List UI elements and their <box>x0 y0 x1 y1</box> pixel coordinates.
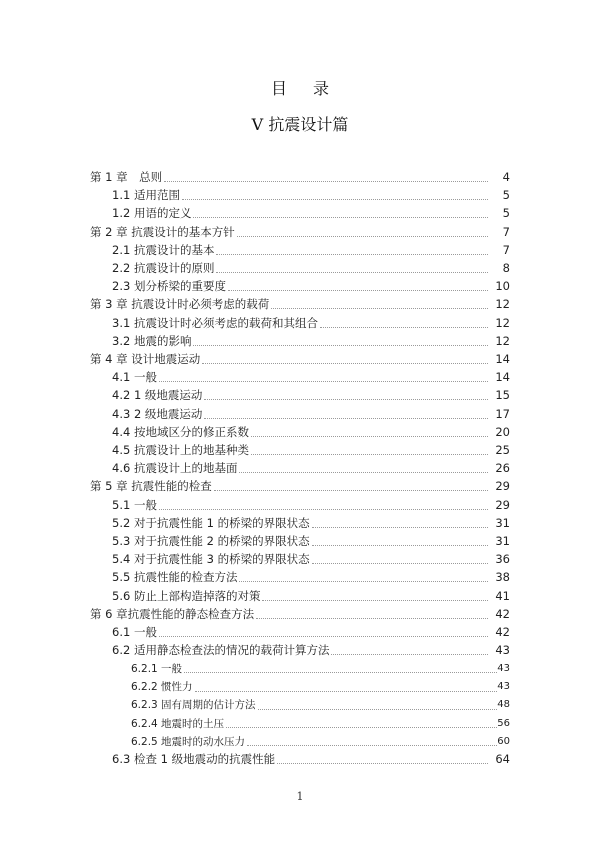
dot-leader <box>271 308 488 309</box>
dot-leader <box>312 527 488 528</box>
toc-entry-page: 64 <box>495 752 510 767</box>
toc-section-entry[interactable] <box>112 641 510 659</box>
toc-section-entry[interactable] <box>112 459 510 477</box>
page-number: 1 <box>296 790 304 803</box>
dot-leader <box>193 217 488 218</box>
dot-leader <box>228 290 488 291</box>
toc-entry-label: 6.2 适用静态检查法的情况的载荷计算方法 <box>112 643 330 658</box>
toc-section-entry[interactable] <box>112 441 510 459</box>
toc-entry-page: 43 <box>497 681 510 693</box>
toc-subsection-entry[interactable] <box>131 732 510 750</box>
toc-entry-page: 31 <box>495 515 510 530</box>
dot-leader <box>331 654 488 655</box>
dot-leader <box>159 381 488 382</box>
toc-section-entry[interactable] <box>112 241 510 259</box>
toc-section-entry[interactable] <box>112 532 510 550</box>
toc-entry-page: 56 <box>497 717 510 729</box>
toc-entry-page: 26 <box>495 461 510 476</box>
toc-entry-label: 4.3 2 级地震运动 <box>112 406 203 421</box>
toc-entry-page: 7 <box>502 224 510 239</box>
toc-entry-label: 4.2 1 级地震运动 <box>112 388 203 403</box>
dot-leader <box>195 691 498 692</box>
toc-entry-label: 5.6 防止上部构造掉落的对策 <box>112 588 261 603</box>
toc-entry-label: 4.6 抗震设计上的地基面 <box>112 461 238 476</box>
toc-subsection-entry[interactable] <box>131 714 510 732</box>
toc-entry-label: 5.3 对于抗震性能 2 的桥梁的界限状态 <box>112 534 310 548</box>
toc-entry-label: 第 6 章抗震性能的静态检查方法 <box>90 606 255 621</box>
toc-chapter-entry[interactable] <box>90 350 510 368</box>
toc-section-entry[interactable] <box>112 259 510 277</box>
toc-entry-page: 31 <box>495 534 510 548</box>
dot-leader <box>251 454 488 455</box>
toc-section-entry[interactable] <box>112 314 510 332</box>
toc-entry-label: 6.1 一般 <box>112 625 157 639</box>
dot-leader <box>312 545 488 546</box>
toc-chapter-entry[interactable] <box>90 295 510 313</box>
dot-leader <box>159 636 488 637</box>
toc-entry-label: 6.2.2 惯性力 <box>131 681 193 694</box>
toc-entry-label: 第 4 章 设计地震运动 <box>90 352 201 366</box>
toc-entry-label: 5.1 一般 <box>112 497 157 512</box>
toc-chapter-entry[interactable] <box>90 168 510 186</box>
toc-entry-label: 6.2.1 一般 <box>131 662 183 675</box>
toc-section-entry[interactable] <box>112 423 510 441</box>
toc-entry-page: 43 <box>497 662 510 674</box>
dot-leader <box>184 672 497 673</box>
toc-entry-page: 12 <box>495 333 510 348</box>
toc-section-entry[interactable] <box>112 623 510 641</box>
dot-leader <box>216 272 488 273</box>
page-title: 目录 <box>270 79 355 98</box>
toc-entry-label: 5.5 抗震性能的检查方法 <box>112 570 238 585</box>
toc-section-entry[interactable] <box>112 186 510 204</box>
toc-entry-label: 第 5 章 抗震性能的检查 <box>90 479 212 494</box>
dot-leader <box>258 709 498 710</box>
dot-leader <box>216 254 488 255</box>
dot-leader <box>262 600 488 601</box>
toc-section-entry[interactable] <box>112 568 510 586</box>
toc-section-entry[interactable] <box>112 405 510 423</box>
dot-leader <box>256 618 488 619</box>
toc-chapter-entry[interactable] <box>90 223 510 241</box>
toc-entry-page: 29 <box>495 479 510 494</box>
toc-entry-page: 5 <box>502 188 510 203</box>
toc-entry-page: 15 <box>495 388 510 403</box>
toc-entry-page: 8 <box>502 261 510 275</box>
toc-entry-label: 5.2 对于抗震性能 1 的桥梁的界限状态 <box>112 515 310 530</box>
toc-entry-label: 2.3 划分桥梁的重要度 <box>112 279 226 294</box>
dot-leader <box>226 727 497 728</box>
dot-leader <box>204 418 488 419</box>
toc-entry-label: 6.3 检查 1 级地震动的抗震性能 <box>112 752 276 767</box>
toc-entry-page: 60 <box>497 735 510 747</box>
toc-entry-label: 4.5 抗震设计上的地基种类 <box>112 443 249 457</box>
toc-entry-page: 29 <box>495 497 510 512</box>
page-subtitle: V 抗震设计篇 <box>251 115 349 134</box>
toc-chapter-entry[interactable] <box>90 477 510 495</box>
dot-leader <box>182 199 488 200</box>
dot-leader <box>277 763 488 764</box>
toc-section-entry[interactable] <box>112 332 510 350</box>
toc-entry-label: 4.1 一般 <box>112 370 157 385</box>
dot-leader <box>247 745 497 746</box>
dot-leader <box>237 236 488 237</box>
toc-entry-page: 10 <box>495 279 510 294</box>
dot-leader <box>320 327 488 328</box>
toc-subsection-entry[interactable] <box>131 678 510 696</box>
toc-entry-label: 6.2.5 地震时的动水压力 <box>131 735 246 748</box>
toc-entry-page: 5 <box>502 206 510 221</box>
toc-section-entry[interactable] <box>112 496 510 514</box>
toc-section-entry[interactable] <box>112 750 510 768</box>
dot-leader <box>202 363 488 364</box>
toc-entry-page: 12 <box>495 315 510 330</box>
toc-entry-label: 4.4 按地域区分的修正系数 <box>112 424 249 439</box>
toc-entry-page: 20 <box>495 424 510 439</box>
dot-leader <box>251 436 488 437</box>
toc-section-entry[interactable] <box>112 550 510 568</box>
toc-entry-page: 43 <box>495 643 510 658</box>
toc-entry-page: 42 <box>495 625 510 639</box>
dot-leader <box>239 472 488 473</box>
toc-entry-page: 17 <box>495 406 510 421</box>
dot-leader <box>164 181 488 182</box>
toc-entry-page: 4 <box>502 170 510 184</box>
toc-entry-page: 42 <box>495 606 510 621</box>
toc-entry-label: 2.1 抗震设计的基本 <box>112 242 215 257</box>
toc-entry-page: 12 <box>495 297 510 312</box>
toc-section-entry[interactable] <box>112 514 510 532</box>
toc-entry-label: 第 2 章 抗震设计的基本方针 <box>90 224 235 239</box>
toc-entry-page: 48 <box>497 699 510 711</box>
toc-subsection-entry[interactable] <box>131 659 510 677</box>
toc-entry-page: 38 <box>495 570 510 585</box>
toc-entry-label: 2.2 抗震设计的原则 <box>112 261 215 275</box>
toc-entry-label: 3.1 抗震设计时必须考虑的载荷和其组合 <box>112 315 318 330</box>
toc-entry-label: 6.2.4 地震时的土压 <box>131 717 225 730</box>
toc-section-entry[interactable] <box>112 277 510 295</box>
toc-chapter-entry[interactable] <box>90 605 510 623</box>
toc-entry-page: 14 <box>495 370 510 385</box>
toc-entry-page: 36 <box>495 552 510 567</box>
toc-entry-page: 14 <box>495 352 510 366</box>
toc-section-entry[interactable] <box>112 204 510 222</box>
toc-entry-page: 41 <box>495 588 510 603</box>
toc-entry-label: 第 3 章 抗震设计时必须考虑的载荷 <box>90 297 270 312</box>
toc-section-entry[interactable] <box>112 587 510 605</box>
dot-leader <box>312 563 488 564</box>
toc-entry-label: 1.2 用语的定义 <box>112 206 192 221</box>
toc-entry-page: 7 <box>502 242 510 257</box>
dot-leader <box>204 399 488 400</box>
dot-leader <box>214 490 488 491</box>
toc-entry-label: 3.2 地震的影响 <box>112 333 192 348</box>
toc-subsection-entry[interactable] <box>131 696 510 714</box>
toc-entry-label: 5.4 对于抗震性能 3 的桥梁的界限状态 <box>112 552 310 567</box>
toc-section-entry[interactable] <box>112 368 510 386</box>
dot-leader <box>193 345 488 346</box>
toc-section-entry[interactable] <box>112 386 510 404</box>
dot-leader <box>159 509 488 510</box>
dot-leader <box>239 581 488 582</box>
toc-entry-label: 第 1 章 总则 <box>90 170 163 184</box>
toc-entry-label: 6.2.3 固有周期的估计方法 <box>131 699 256 712</box>
toc-entry-label: 1.1 适用范围 <box>112 188 180 203</box>
toc-entry-page: 25 <box>495 443 510 457</box>
